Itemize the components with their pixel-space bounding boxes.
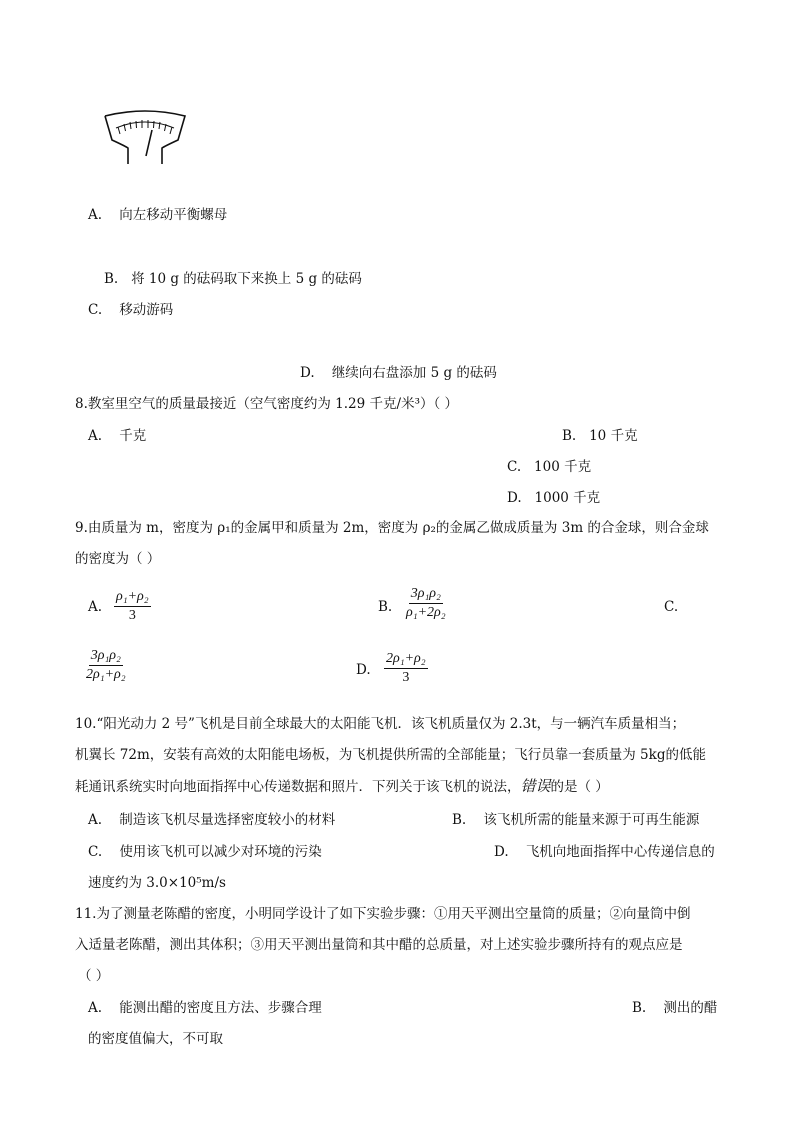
q9-option-d-fraction bbox=[384, 651, 428, 686]
q11-line2: 入适量老陈醋，测出其体积；③用天平测出量筒和其中醋的总质量，对上述实验步骤所持有的观点应是 bbox=[75, 937, 683, 953]
fraction-numerator: 3ρ₁ρ₂ bbox=[89, 648, 123, 666]
balance-pointer bbox=[146, 130, 152, 156]
balance-scale-figure bbox=[100, 108, 190, 170]
q10-option-b: B. 该飞机所需的能量来源于可再生能源 bbox=[452, 812, 700, 828]
q8-option-b: B. 10 千克 bbox=[562, 428, 638, 444]
fraction-denominator: ρ₁+2ρ₂ bbox=[406, 605, 446, 620]
q11-line3: （ ） bbox=[78, 968, 110, 984]
q9-option-c-fraction bbox=[86, 648, 126, 683]
q9-option-a-fraction bbox=[114, 589, 151, 624]
q10-option-d: D. 飞机向地面指挥中心传递信息的 bbox=[494, 844, 715, 860]
q10-line1: 10.“阳光动力 2 号”飞机是目前全球最大的太阳能飞机．该飞机质量仅为 2.3t，与一辆汽车质量相当； bbox=[75, 716, 686, 732]
q11-option-a: A. 能测出醋的密度且方法、步骤合理 bbox=[88, 1000, 322, 1016]
fraction-numerator: ρ₁+ρ₂ bbox=[114, 589, 151, 607]
fraction-denominator: 2ρ₁+ρ₂ bbox=[86, 667, 126, 682]
q9-stem-line2: 的密度为（ ） bbox=[75, 551, 161, 567]
q8-option-c: C. 100 千克 bbox=[507, 459, 592, 475]
fraction-numerator: 2ρ₁+ρ₂ bbox=[384, 651, 428, 669]
q11-line1: 11.为了测量老陈醋的密度，小明同学设计了如下实验步骤：①用天平测出空量筒的质量；②向量筒中倒 bbox=[75, 906, 691, 922]
q10-option-a: A. 制造该飞机尽量选择密度较小的材料 bbox=[88, 812, 336, 828]
q7-option-c: C. 移动游码 bbox=[88, 302, 174, 318]
q9-option-d-label: D. bbox=[356, 662, 371, 678]
q9-option-a-label: A. bbox=[88, 599, 103, 615]
q10-line3: 耗通讯系统实时向地面指挥中心传递数据和照片．下列关于该飞机的说法，错误的是（ ） bbox=[75, 777, 609, 795]
q9-option-c-label: C. bbox=[664, 599, 679, 615]
q7-option-b: B. 将 10 g 的砝码取下来换上 5 g 的砝码 bbox=[104, 271, 362, 287]
fraction-denominator: 3 bbox=[128, 608, 136, 623]
q9-option-b-fraction bbox=[406, 586, 446, 621]
q8-option-a: A. 千克 bbox=[88, 428, 147, 444]
q7-option-d: D. 继续向右盘添加 5 g 的砝码 bbox=[300, 365, 497, 381]
q10-option-c: C. 使用该飞机可以减少对环境的污染 bbox=[88, 844, 322, 860]
fraction-numerator: 3ρ₁ρ₂ bbox=[409, 586, 443, 604]
q10-line2: 机翼长 72m，安装有高效的太阳能电场板，为飞机提供所需的全部能量；飞行员靠一套质量为 5kg的低能 bbox=[75, 747, 706, 763]
emphasis-wrong: 错误 bbox=[520, 777, 551, 795]
q9-option-b-label: B. bbox=[378, 599, 393, 615]
q11-option-b-continued: 的密度值偏大，不可取 bbox=[88, 1031, 223, 1047]
q7-option-a: A. 向左移动平衡螺母 bbox=[88, 207, 228, 223]
q9-stem-line1: 9.由质量为 m，密度为 ρ₁的金属甲和质量为 2m，密度为 ρ₂的金属乙做成质量为 3m 的合金球，则合金球 bbox=[75, 520, 709, 536]
q11-option-b: B. 测出的醋 bbox=[632, 1000, 718, 1016]
q10-option-d-continued: 速度约为 3.0×10⁵m/s bbox=[88, 875, 226, 891]
fraction-denominator: 3 bbox=[402, 670, 410, 685]
q8-stem: 8.教室里空气的质量最接近（空气密度约为 1.29 千克/米³）（ ） bbox=[75, 396, 459, 412]
q8-option-d: D. 1000 千克 bbox=[507, 490, 601, 506]
